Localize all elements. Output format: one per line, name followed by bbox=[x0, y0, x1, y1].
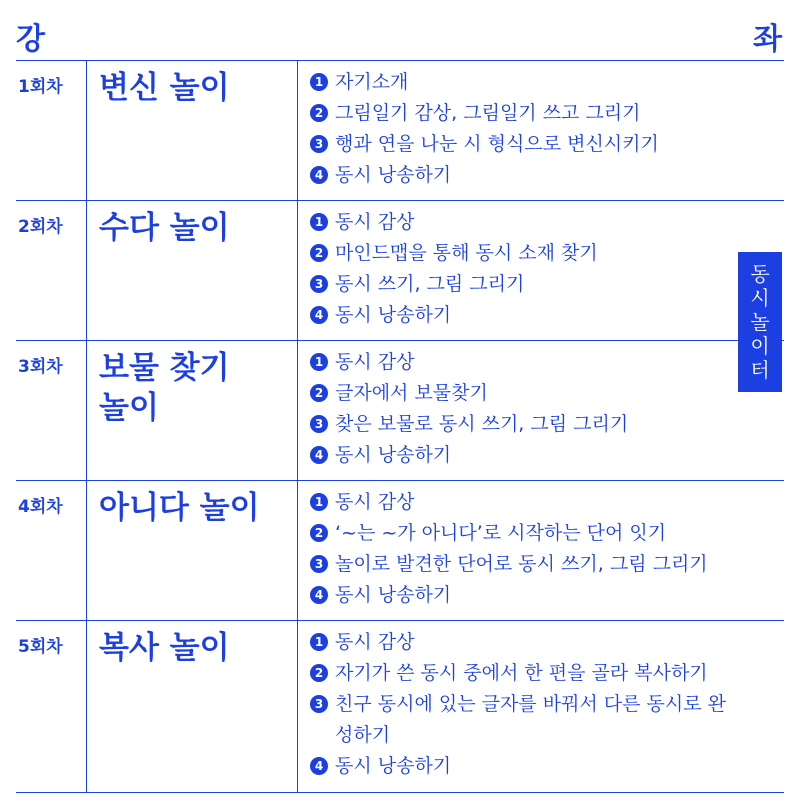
session-title-line: 보물 찾기 bbox=[99, 350, 230, 386]
badge-char: 이 bbox=[750, 334, 770, 358]
list-item bbox=[310, 487, 784, 518]
activity-text: 동시 감상 bbox=[335, 211, 415, 233]
activity-text: 동시 쓰기, 그림 그리기 bbox=[335, 273, 525, 295]
side-badge bbox=[738, 252, 782, 392]
session-title bbox=[86, 341, 297, 480]
list-item bbox=[310, 440, 784, 471]
list-item bbox=[310, 378, 784, 409]
session-title-line: 변신 놀이 bbox=[99, 70, 230, 106]
number-circle-icon: 2 bbox=[310, 384, 328, 402]
number-circle-icon: 4 bbox=[310, 757, 328, 775]
activity-text: 자기소개 bbox=[335, 71, 409, 93]
number-circle-icon: 4 bbox=[310, 166, 328, 184]
session-title bbox=[86, 61, 297, 200]
list-item bbox=[310, 300, 784, 331]
activity-text: 놀이로 발견한 단어로 동시 쓰기, 그림 그리기 bbox=[335, 553, 708, 575]
activity-text: 그림일기 감상, 그림일기 쓰고 그리기 bbox=[335, 102, 641, 124]
activity-text: 친구 동시에 있는 글자를 바꿔서 다른 동시로 완성하기 bbox=[335, 693, 727, 746]
page-header bbox=[0, 0, 800, 62]
number-circle-icon: 3 bbox=[310, 555, 328, 573]
number-circle-icon: 3 bbox=[310, 275, 328, 293]
activity-text: 동시 낭송하기 bbox=[335, 304, 452, 326]
list-item bbox=[310, 627, 744, 658]
session-label: 4회차 bbox=[18, 497, 63, 517]
list-item bbox=[310, 409, 784, 440]
list-item bbox=[310, 518, 784, 549]
activity-list bbox=[297, 621, 784, 792]
session-label: 2회차 bbox=[18, 217, 63, 237]
list-item bbox=[310, 689, 744, 751]
activity-text: 동시 감상 bbox=[335, 631, 415, 653]
session-title-line: 복사 놀이 bbox=[99, 630, 230, 666]
activity-text: 동시 낭송하기 bbox=[335, 444, 452, 466]
activity-text: 마인드맵을 통해 동시 소재 찾기 bbox=[335, 242, 598, 264]
number-circle-icon: 3 bbox=[310, 415, 328, 433]
number-circle-icon: 2 bbox=[310, 244, 328, 262]
activity-list bbox=[297, 201, 784, 340]
number-circle-icon: 2 bbox=[310, 104, 328, 122]
number-circle-icon: 4 bbox=[310, 306, 328, 324]
header-title-left: 강 bbox=[16, 22, 45, 57]
session-label: 1회차 bbox=[18, 77, 63, 97]
activity-text: 자기가 쓴 동시 중에서 한 편을 골라 복사하기 bbox=[335, 662, 708, 684]
session-row-2 bbox=[16, 200, 784, 340]
list-item bbox=[310, 207, 784, 238]
list-item bbox=[310, 347, 784, 378]
activity-text: 행과 연을 나눈 시 형식으로 변신시키기 bbox=[335, 133, 659, 155]
activity-list bbox=[297, 481, 784, 620]
activity-text: 동시 감상 bbox=[335, 491, 415, 513]
number-circle-icon: 1 bbox=[310, 493, 328, 511]
list-item bbox=[310, 98, 784, 129]
activity-text: 동시 낭송하기 bbox=[335, 755, 452, 777]
badge-char: 시 bbox=[750, 286, 770, 310]
number-circle-icon: 1 bbox=[310, 213, 328, 231]
list-item bbox=[310, 129, 784, 160]
number-circle-icon: 1 bbox=[310, 353, 328, 371]
activity-text: 동시 낭송하기 bbox=[335, 164, 452, 186]
activity-text: 찾은 보물로 동시 쓰기, 그림 그리기 bbox=[335, 413, 629, 435]
activity-list bbox=[297, 61, 784, 200]
activity-text: ‘~는 ~가 아니다’로 시작하는 단어 잇기 bbox=[335, 522, 667, 544]
session-title-line: 수다 놀이 bbox=[99, 210, 230, 246]
list-item bbox=[310, 269, 784, 300]
list-item bbox=[310, 160, 784, 191]
session-title-line: 아니다 놀이 bbox=[99, 490, 260, 526]
badge-char: 동 bbox=[750, 262, 770, 286]
session-row-1 bbox=[16, 60, 784, 200]
number-circle-icon: 3 bbox=[310, 695, 328, 713]
number-circle-icon: 3 bbox=[310, 135, 328, 153]
session-label: 5회차 bbox=[18, 637, 63, 657]
activity-text: 동시 감상 bbox=[335, 351, 415, 373]
list-item bbox=[310, 238, 784, 269]
session-label: 3회차 bbox=[18, 357, 63, 377]
list-item bbox=[310, 549, 784, 580]
badge-char: 터 bbox=[750, 358, 770, 382]
session-row-3 bbox=[16, 340, 784, 480]
activity-text: 동시 낭송하기 bbox=[335, 584, 452, 606]
activity-list bbox=[297, 341, 784, 480]
session-title-line: 놀이 bbox=[99, 390, 159, 426]
list-item bbox=[310, 67, 784, 98]
course-table bbox=[16, 60, 784, 793]
session-title bbox=[86, 201, 297, 340]
number-circle-icon: 1 bbox=[310, 633, 328, 651]
list-item bbox=[310, 658, 744, 689]
session-row-5 bbox=[16, 620, 784, 793]
list-item bbox=[310, 580, 784, 611]
list-item bbox=[310, 751, 744, 782]
number-circle-icon: 4 bbox=[310, 446, 328, 464]
activity-text: 글자에서 보물찾기 bbox=[335, 382, 488, 404]
badge-char: 놀 bbox=[750, 310, 770, 334]
session-title bbox=[86, 621, 297, 792]
session-title bbox=[86, 481, 297, 620]
number-circle-icon: 4 bbox=[310, 586, 328, 604]
number-circle-icon: 2 bbox=[310, 664, 328, 682]
number-circle-icon: 2 bbox=[310, 524, 328, 542]
number-circle-icon: 1 bbox=[310, 73, 328, 91]
header-title-right: 좌 bbox=[753, 22, 782, 57]
session-row-4 bbox=[16, 480, 784, 620]
